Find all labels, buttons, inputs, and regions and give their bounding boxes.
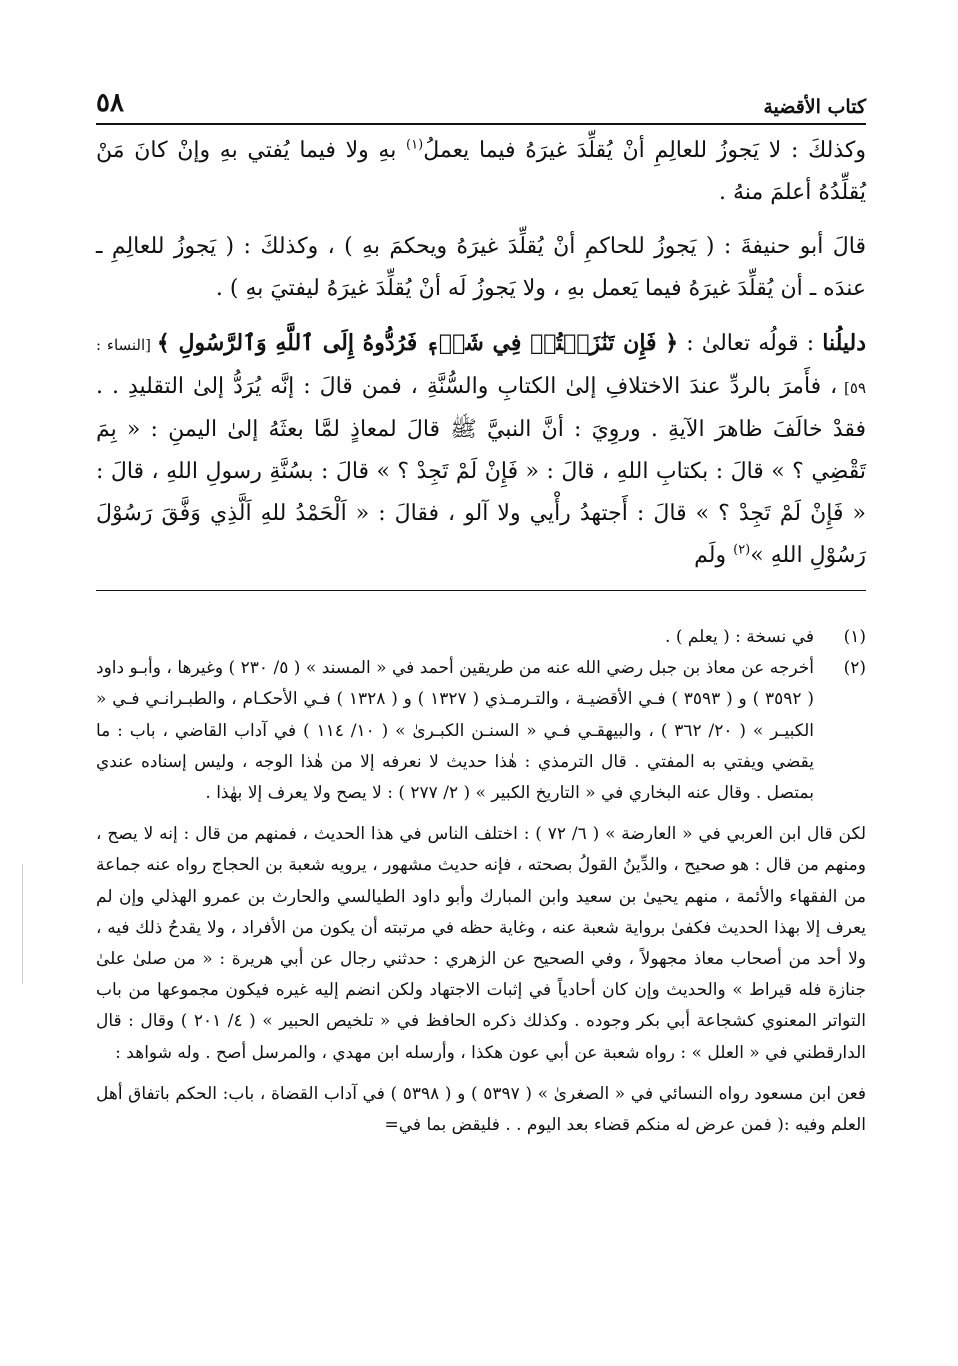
footnote-paragraph-1: لكن قال ابن العربي في « العارضة » ( ٦/ ٧٢ ) : اختلف الناس في هذا الحديث ، فمنهم من قال : إنه لا يصح ، ومنهم من قال : هو صحيح ، والدِّينُ القولُ بصحته ، فإنه حديث مشهور ، يرويه شعبة بن الحجاج رواه عنه جماعة من الفقهاء والأئمة ، منهم يحيىٰ بن سعيد وابن المبارك وأبو داود الطيالسي والحارث بن عمرو الهذلي وإن لم يعرف إلا بهذا الحديث فكفىٰ برواية شعبة عنه ، وغاية حظه في مرتبته أن يكون من الأفراد ، ولا يقدحُ ذلك فيه ، ولا أحد من أصحاب معاذ مجهولاً ، وفي الصحيح عن الزهري : حدثني رجال عن أبي هريرة : « من صلىٰ علىٰ جنازة فله قيراط » والحديث وإن كان أحادياً في إثبات الاجتهاد ولكن انضم إليه غيره فيكون مجموعها من باب التواتر المعنوي كشجاعة أبي بكر وجوده . وكذلك ذكره الحافظ في « تلخيص الحبير » ( ٤/ ٢٠١ ) وقال : قال الدارقطني في « العلل » : رواه شعبة عن أبي عون هكذا ، وأرسله ابن مهدي ، والمرسل أصح . وله شواهد : (96, 824, 867, 1063)
footnote-1-text: في نسخة : ( يعلم ) . (665, 627, 814, 647)
footnote-1 (96, 622, 866, 653)
running-title: كتاب الأقضية (763, 96, 866, 118)
main-text (96, 130, 866, 589)
paragraph-3-body: ، فأَمرَ بالردِّ عندَ الاختلافِ إلىٰ الكتابِ والسُّنَّةِ ، فمن قالَ : إنَّه يُرَدُّ إلىٰ التقليدِ . . فقدْ خالَفَ ظاهرَ الآيةِ . وروِيَ : أنَّ النبيَّ ﷺ قالَ لمعاذٍ لمَّا بعثَهُ إلىٰ اليمنِ : « بِمَ تَقْضِي ؟ » قالَ : بكتابِ اللهِ ، قالَ : « فَإِنْ لَمْ تَجِدْ ؟ » قالَ : بسُنَّةِ رسولِ اللهِ ، قالَ : « فَإِنْ لَمْ تَجِدْ ؟ » قالَ : أَجتهدُ رأْيي ولا آلو ، فقالَ : « اَلْحَمْدُ للهِ اَلَّذِي وَفَّقَ رَسُوْلَ رَسُوْلِ اللهِ » (96, 374, 866, 568)
paragraph-2: قالَ أبو حنيفةَ : ( يَجوزُ للحاكمِ أنْ يُقلِّدَ غيرَهُ ويحكمَ بهِ ) ، وكذلكَ : ( يَجوزُ للعالِمِ ـ عندَه ـ أن يُقلِّدَ غيرَهُ فيما يَعمل بهِ ، ولا يَجوزُ لَه أنْ يُقلِّدَ غيرَهُ ليفتيَ بهِ ) . (96, 234, 866, 301)
footnote-2 (96, 653, 866, 809)
margin-line (22, 864, 23, 984)
footnote-ref-2: (٢) (733, 542, 751, 558)
paragraph-3-lead: دليلُنا (822, 330, 866, 356)
footnotes (96, 622, 866, 1141)
paragraph-1-rest: بهِ ولا فيما يُفتي بهِ وإنْ كانَ مَنْ يُقلِّدُهُ أعلمَ منهُ . (96, 138, 866, 205)
paragraph-1 (96, 130, 866, 214)
verse-source: [النساء : ٥٩] (96, 336, 867, 397)
footnote-2-number: (٢) (843, 658, 866, 679)
footnote-separator (96, 590, 866, 591)
footnote-2-text: أخرجه عن معاذ بن جبل رضي الله عنه من طريقين أحمد في « المسند » ( ٥/ ٢٣٠ ) وغيرها ، وأبـو داود ( ٣٥٩٢ ) و ( ٣٥٩٣ ) فـي الأقضيـة ، والتـرمـذي ( ١٣٢٧ ) و ( ١٣٢٨ ) فـي الأحكـام ، والطبـرانـي فـي « الكبيـر » ( ٢٠/ ٣٦٢ ) ، والبيهقـي فـي « السنـن الكبـرىٰ » ( ١٠/ ١١٤ ) في آداب القاضي ، باب : ما يقضي ويفتي به المفتي . قال الترمذي : هٰذا حديث لا نعرفه إلا من هٰذا الوجه ، وليس إسناده عندي بمتصل . وقال عنه البخاري في « التاريخ الكبير » ( ٢/ ٢٧٧ ) : لا يصح ولا يعرف إلا بهٰذا . (96, 658, 815, 804)
header-rule (96, 123, 866, 125)
paragraph-1-text: وكذلكَ : لا يَجوزُ للعالِمِ أنْ يُقلِّدَ غيرَهُ فيما يعملُ (423, 138, 867, 163)
paragraph-3 (96, 322, 866, 577)
footnote-paragraph-2: فعن ابن مسعود رواه النسائي في « الصغرىٰ » ( ٥٣٩٧ ) و ( ٥٣٩٨ ) في آداب القضاة ، باب: الحكم باتفاق أهل العلم وفيه :( فمن عرض له منكم قضاء بعد اليوم . . فليقض بما في= (96, 1083, 867, 1136)
page-number: ٥٨ (96, 88, 124, 118)
quran-verse: ﴿ فَإِن تَنَٰزَعۡتُمۡ فِي شَيۡءٖ فَرُدُّوهُ إِلَى ٱللَّهِ وَٱلرَّسُولِ ﴾ (156, 330, 679, 356)
paragraph-3-tail: ولَم (694, 543, 734, 568)
paragraph-3-intro: : قولُه تعالىٰ : (678, 331, 823, 356)
footnote-1-number: (١) (843, 627, 866, 647)
footnote-ref-1: (١) (406, 137, 424, 153)
page-header (96, 84, 866, 118)
